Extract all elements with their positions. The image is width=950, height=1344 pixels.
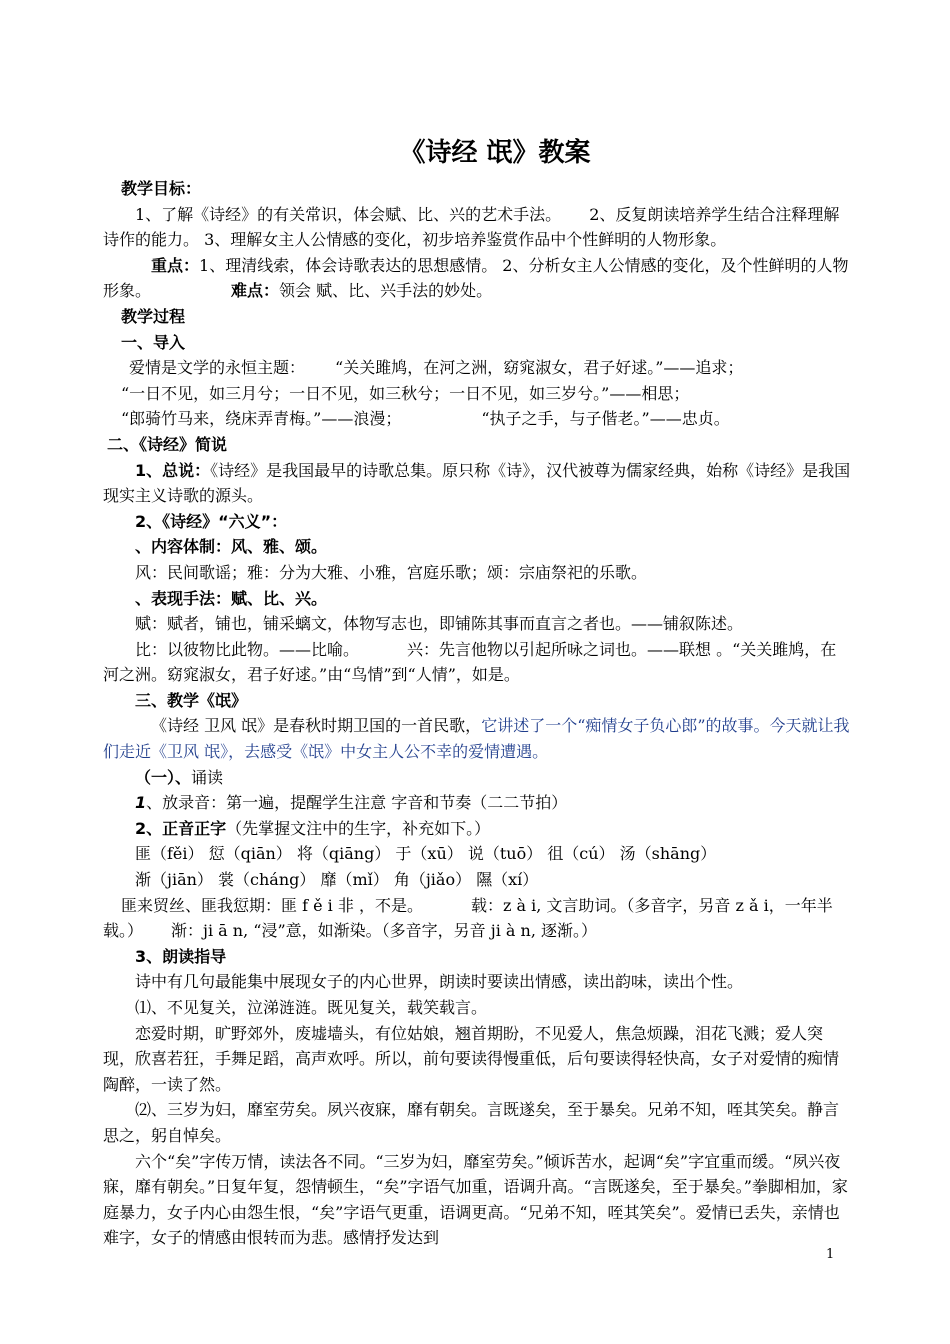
pronunciation-step-label: 2、正音正字 [135,818,227,838]
reading-guide-heading: 3、朗读指导 [135,946,227,966]
intro-theme: 爱情是文学的永恒主题： [129,358,306,378]
pronunciation-step [103,816,851,842]
reading-analysis-2: 六个“矣”字传万情，读法各不同。“三岁为妇，靡室劳矣。”倾诉苦水，起调“矣”字宜重而缓。“夙兴夜寐，靡有朝矣。”日复年复，怨情顿生，“矣”字语气加重，语调升高。“言既遂矣，至于暴矣。”拳脚相加，家庭暴力，女子内心由怨生恨，“矣”字语气更重，语调更高。“兄弟不知，咥其笑矣”。爱情已丢失，亲情也难字，女子的情感由恨转而为悲。感情抒发达到 [103,1151,848,1248]
pronunciation-note-zai: 载：z à i, 文言助词。（多音字，另音 z ǎ i，一年半载。） [103,895,833,941]
difficult-points-label: 难点： [231,281,280,301]
content-form-text: 风：民间歌谣；雅：分为大雅、小雅，宫庭乐歌；颂：宗庙祭祀的乐歌。 [135,562,648,582]
section-3-intro [103,713,851,764]
technique-fu: 赋：赋者，铺也，铺采螭文，体物写志也，即铺陈其事而直言之者也。——铺叙陈述。 [135,614,744,634]
intro-quote-romance: “郎骑竹马来，绕床弄青梅。”——浪漫； [121,409,402,429]
pronunciation-list-1: 匪（fěi） 愆（qiān） 将（qiāng） 于（xū） 说（tuō） 徂（cú） 汤（shāng） [135,844,717,864]
reading-guide-intro: 诗中有几句最能集中展现女子的内心世界，朗读时要读出情感，读出韵味，读出个性。 [135,972,744,992]
overview-text: 《诗经》是我国最早的诗歌总集。原只称《诗》，汉代被尊为儒家经典，始称《诗经》是我国现实主义诗歌的源头。 [103,460,851,506]
section-1-heading-line [103,330,851,356]
pronunciation-note-jian: 渐：ji ā n, “浸”意，如渐染。（多音字，另音 ji à n, 逐渐。） [171,921,597,941]
pronunciation-step-text: （先掌握文注中的生字，补充如下。） [226,818,491,838]
goals-item-1: 1、了解《诗经》的有关常识，体会赋、比、兴的艺术手法。 [135,204,562,224]
page-title: 《诗经 氓》教案 [399,138,591,168]
content-form-heading-line [103,534,851,560]
overview-label: 1、总说： [135,460,211,480]
intro-quote-loyalty: “执子之手，与子偕老。”——忠贞。 [481,409,730,429]
recording-step-text: 、放录音：第一遍，提醒学生注意 字音和节奏（二二节拍） [146,793,568,813]
process-heading: 教学过程 [121,306,186,326]
reading-analysis-1: 恋爱时期，旷野郊外，废墟墙头，有位姑娘，翘首期盼，不见爱人，焦急烦躁，泪花飞溅；爱人突现，欣喜若狂，手舞足蹈，高声欢呼。所以，前句要读得慢重低，后句要读得轻快高，女子对爱情的痴情陶醉，一读了然。 [103,1023,840,1094]
intro-quote-pursuit: “关关雎鸠，在河之洲，窈窕淑女，君子好逑。”——追求； [335,358,744,378]
technique-bi: 比：以彼物比此物。——比喻。 [135,639,360,659]
technique-bi-xing [103,637,851,688]
process-heading-line [103,304,851,330]
section-3-heading-line [103,688,851,714]
section-2-heading: 二、《诗经》简说 [107,434,228,454]
technique-heading: 、表现手法：赋、比、兴。 [135,588,328,608]
six-meanings-heading-line [103,509,851,535]
reading-quote-1: ⑴、不见复关，泣涕涟涟。既见复关，载笑载言。 [135,998,488,1017]
key-points-paragraph [103,253,851,304]
reading-quote-2: ⑵、三岁为妇，靡室劳矣。夙兴夜寐，靡有朝矣。言既遂矣，至于暴矣。兄弟不知，咥其笑矣。静言思之，躬自悼矣。 [103,1100,840,1145]
goals-item-2-3: 2、反复朗读培养学生结合注释理解诗作的能力。 3、理解女主人公情感的变化，初步培养鉴赏作品中个性鲜明的人物形象。 [103,204,840,250]
section-1-heading: 一、导入 [121,332,186,352]
section-3-intro-text: 《诗经 卫风 氓》是春秋时期卫国的一首民歌， [151,716,482,736]
section-2-heading-line [103,432,851,458]
intro-line-3 [103,406,851,432]
recording-step [103,790,851,816]
document-body [103,176,851,1251]
overview-paragraph [103,458,851,509]
technique-xing: 兴：先言他物以引起所咏之词也。——联想 。“关关雎鸠，在河之洲。窈窕淑女，君子好逑。”由“鸟情”到“人情”，如是。 [103,639,837,685]
six-meanings-heading: 2、《诗经》“六义”： [135,511,288,531]
intro-line-1 [103,355,851,381]
goals-heading-line [103,176,851,202]
recording-step-number: 1 [135,793,147,813]
pronunciation-notes [103,893,851,944]
section-3-intro-highlight: 它讲述了一个“痴情女子负心郎”的故事。今天就让我们走近《卫风 氓》，去感受《氓》中女主人公不幸的爱情遭遇。 [103,716,850,762]
goals-paragraph [103,202,851,253]
key-points-label: 重点： [151,255,200,275]
pronunciation-note-fei: 匪来贸丝、匪我愆期：匪 f ě i 非 ，不是。 [121,895,423,915]
reading-guide-heading-line [103,944,851,970]
goals-heading: 教学目标： [121,179,202,198]
difficult-points-text: 领会 赋、比、兴手法的妙处。 [279,281,493,301]
recite-heading-number: （一）、 [135,767,192,787]
content-form-heading: 、内容体制：风、雅、颂。 [135,537,328,557]
key-points-text: 1、理清线索，体会诗歌表达的思想感情。 2、分析女主人公情感的变化，及个性鲜明的人物形象。 [103,255,849,301]
page-number: 1 [826,1247,835,1262]
recite-heading-text: 诵读 [191,767,224,787]
recite-heading-line [103,765,851,791]
pronunciation-list-2: 渐（jiān） 裳（cháng） 靡（mǐ） 角（jiǎo） 隰（xí） [135,870,539,890]
technique-heading-line [103,586,851,612]
section-3-heading: 三、教学《氓》 [135,690,248,710]
intro-line-2: “一日不见，如三月兮；一日不见，如三秋兮；一日不见，如三岁兮。”——相思； [121,383,690,403]
